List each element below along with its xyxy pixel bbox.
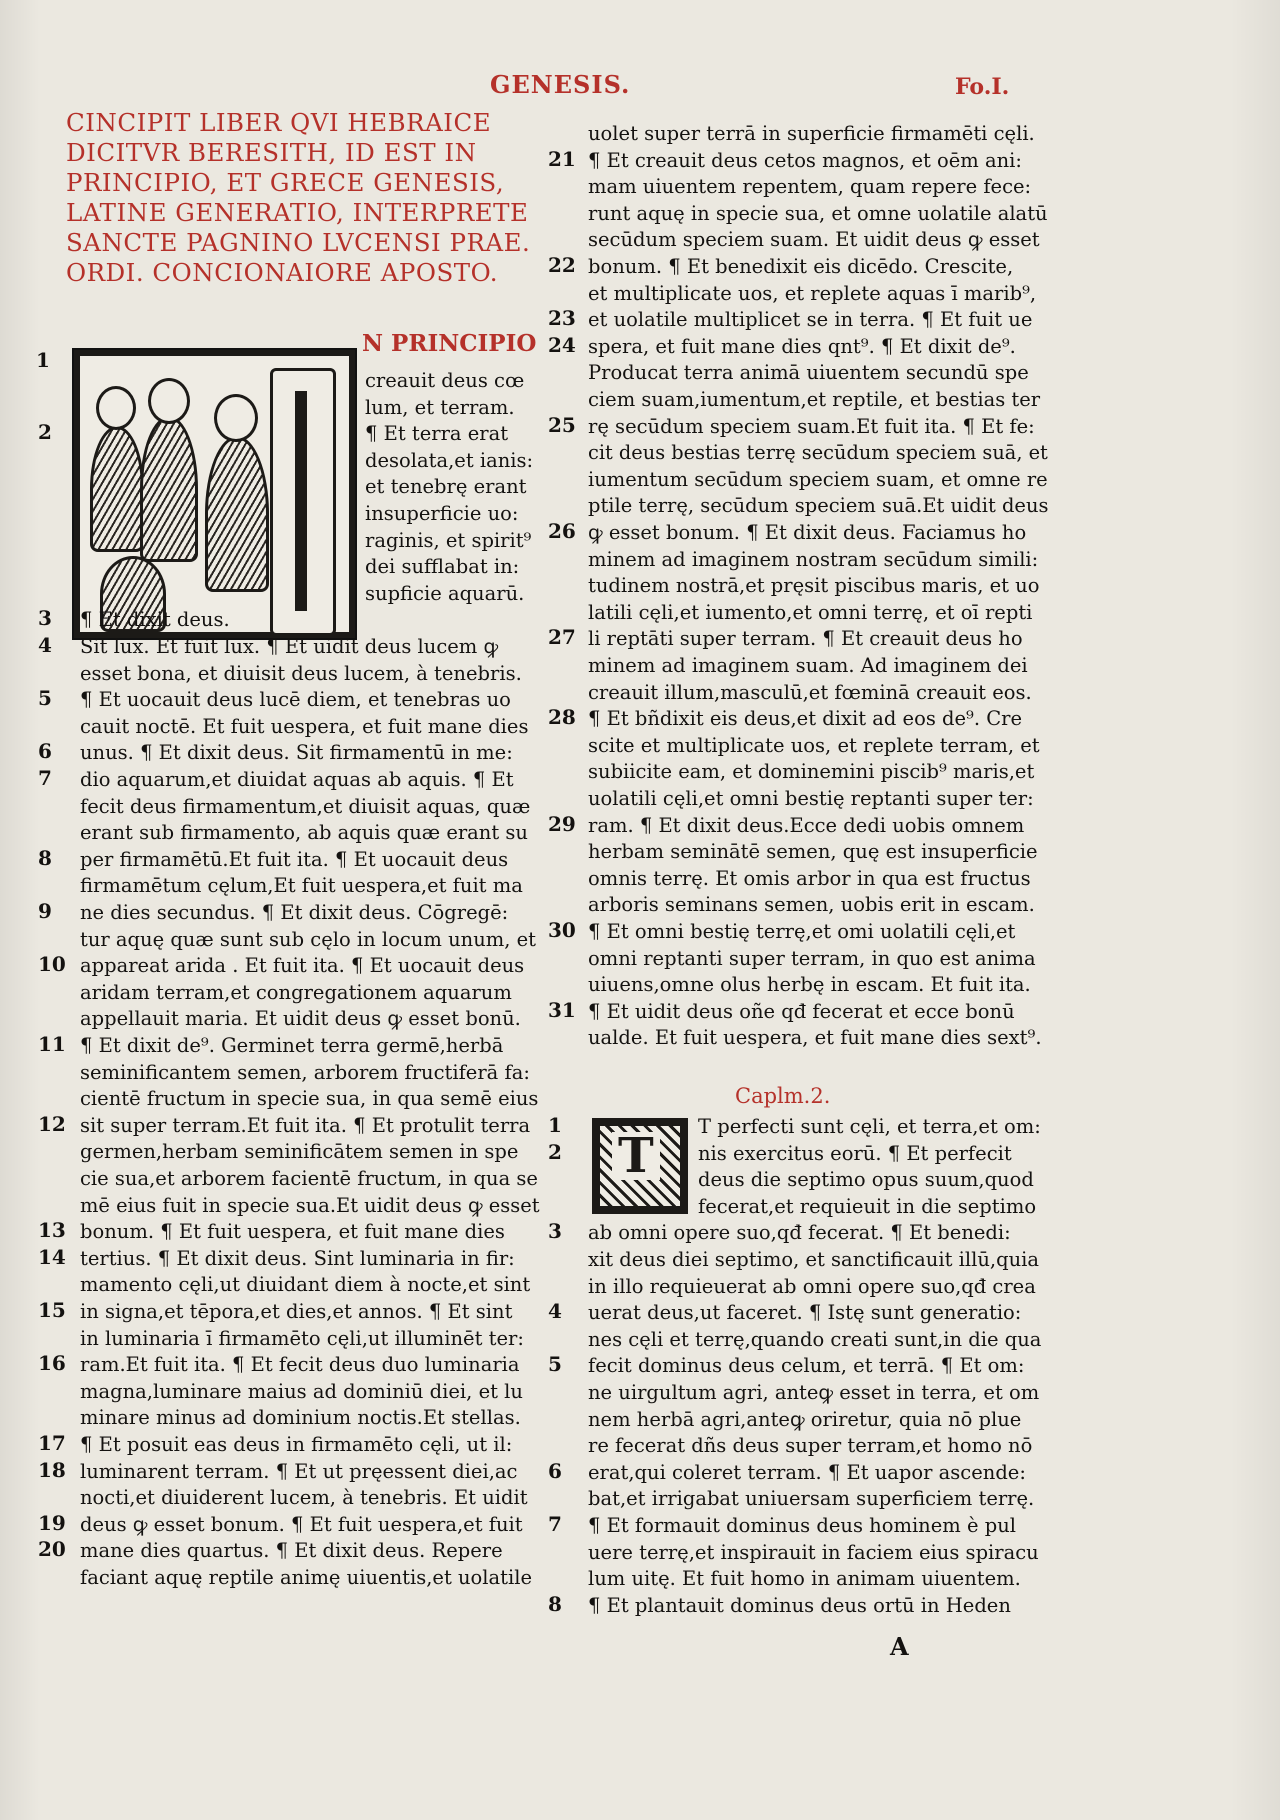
text-line: nem herbā agri,anteꝙ oriretur, quia nō plue [588, 1407, 1022, 1431]
text-line: iumentum secūdum speciem suam, et omne re [588, 467, 1048, 491]
text-line: arboris seminans semen, uobis erit in escam. [588, 893, 1035, 917]
verse-number: 1 [548, 1113, 562, 1137]
heading-line: CINCIPIT LIBER QVI HEBRAICE [66, 108, 492, 137]
text-line: seminificantem semen, arborem fructiferā fa: [80, 1060, 530, 1084]
text-line: omni reptanti super terram, in quo est anima [588, 946, 1036, 970]
text-line: T perfecti sunt cęli, et terra,et om: [698, 1115, 1041, 1138]
text-line: omnis terrę. Et omis arbor in qua est fructus [588, 866, 1031, 890]
signature-mark: A [890, 1632, 909, 1661]
text-line: ¶ Et posuit eas deus in firmamēto cęli, ut il: [80, 1433, 513, 1456]
text-line: in illo requieuerat ab omni opere suo,qđ crea [588, 1274, 1036, 1298]
text-line: ualde. Et fuit uespera, et fuit mane dies sext⁹. [588, 1026, 1042, 1050]
text-line: tudinem nostrā,et pręsit piscibus maris, et uo [588, 574, 1040, 598]
text-line: ¶ Et creauit deus cetos magnos, et oēm ani: [588, 148, 1022, 172]
woodcut-figure-head [214, 394, 258, 442]
text-line: mamento cęli,ut diuidant diem à nocte,et sint [80, 1273, 531, 1297]
verse-number: 14 [38, 1244, 66, 1269]
text-line: ¶ Et omni bestię terrę,et omi uolatili cęli,et [588, 920, 1016, 943]
text-line: rę secūdum speciem suam.Et fuit ita. ¶ Et fe: [588, 414, 1035, 438]
text-line: uolatili cęli,et omni bestię reptanti super ter: [588, 787, 1034, 810]
text-line: ciem suam,iumentum,et reptile, et bestias ter [588, 388, 1041, 411]
verse-number: 16 [38, 1351, 66, 1376]
heading-line: ORDI. CONCIONAIORE APOSTO. [66, 258, 499, 287]
verse-number: 5 [548, 1352, 562, 1377]
verse-number: 30 [548, 918, 576, 942]
text-line: ꝙ esset bonum. ¶ Et dixit deus. Faciamus ho [588, 521, 1027, 544]
verse-number: 12 [38, 1111, 66, 1136]
woodcut-figure-head [96, 386, 136, 430]
text-line: re fecerat dñs deus super terram,et homo nō [588, 1434, 1033, 1458]
text-line: uere terrę,et inspirauit in faciem eius spiracu [588, 1540, 1039, 1564]
text-line: dio aquarum,et diuidat aquas ab aquis. ¶ Et [80, 768, 514, 791]
verse-number: 26 [548, 519, 576, 543]
verse-number: 9 [38, 899, 52, 923]
text-line: ¶ Et plantauit dominus deus ortū in Heden [588, 1593, 1011, 1617]
woodcut-figure [140, 416, 198, 562]
text-line: raginis, et spirit⁹ [365, 528, 532, 552]
verse-number: 24 [548, 332, 576, 357]
text-line: ne uirgultum agri, anteꝙ esset in terra, et om [588, 1381, 1040, 1404]
text-line: unus. ¶ Et dixit deus. Sit firmamentū in me: [80, 741, 513, 765]
incipit-words: N PRINCIPIO [362, 330, 537, 357]
text-line: ¶ Et formauit dominus deus hominem è pul [588, 1514, 1016, 1537]
verse-number: 6 [548, 1458, 562, 1483]
text-line: et uolatile multiplicet se in terra. ¶ Et fuit ue [588, 308, 1033, 332]
text-line: secūdum speciem suam. Et uidit deus ꝙ esset [588, 228, 1040, 252]
verse-number: 4 [548, 1299, 562, 1324]
verse-number: 19 [38, 1510, 66, 1535]
text-line: creauit illum,masculū,et fœminā creauit eos. [588, 680, 1032, 704]
initial-letter-i [270, 368, 336, 636]
text-line: aridam terram,et congregationem aquarum [80, 980, 512, 1004]
text-line: lum, et terram. [365, 395, 515, 419]
text-line: et tenebrę erant [365, 475, 527, 499]
text-line: ¶ Et bñdixit eis deus,et dixit ad eos de⁹. Cre [588, 707, 1023, 731]
text-line: xit deus diei septimo, et sanctificauit illū,quia [588, 1248, 1039, 1271]
text-line: li reptāti super terram. ¶ Et creauit deus ho [588, 627, 1023, 651]
text-line: minem ad imaginem suam. Ad imaginem dei [588, 654, 1028, 677]
text-line: minem ad imaginem nostram secūdum simili: [588, 547, 1039, 571]
text-line: in signa,et tēpora,et dies,et annos. ¶ Et sint [80, 1300, 513, 1323]
text-line: cientē fructum in specie sua, in qua semē eius [80, 1087, 539, 1111]
text-line: luminarent terram. ¶ Et ut pręessent diei,ac [80, 1459, 518, 1483]
text-line: spera, et fuit mane dies qnt⁹. ¶ Et dixit de⁹. [588, 334, 1016, 358]
text-line: tur aquę quæ sunt sub cęlo in locum unum, et [80, 927, 537, 951]
verse-number: 29 [548, 811, 576, 836]
text-line: appareat arida . Et fuit ita. ¶ Et uocauit deus [80, 954, 525, 978]
text-line: ¶ Et uidit deus oñe qđ fecerat et ecce bonū [588, 999, 1015, 1023]
verse-number: 18 [38, 1457, 66, 1482]
verse-number: 2 [38, 420, 52, 445]
heading-line: DICITVR BERESITH, ID EST IN [66, 138, 477, 167]
text-line: ab omni opere suo,qđ fecerat. ¶ Et benedi: [588, 1221, 1011, 1245]
text-line: firmamētum cęlum,Et fuit uespera,et fuit ma [80, 874, 523, 898]
text-line: magna,luminare maius ad dominiū diei, et lu [80, 1379, 523, 1403]
text-line: runt aquę in specie sua, et omne uolatile alatū [588, 201, 1048, 225]
verse-number: 8 [38, 845, 52, 870]
text-line: erat,qui coleret terram. ¶ Et uapor ascende: [588, 1460, 1026, 1484]
text-line: faciant aquę reptile animę uiuentis,et uolatile [80, 1566, 532, 1589]
text-line: nocti,et diuiderent lucem, à tenebris. Et uidit [80, 1486, 528, 1510]
text-line: Sit lux. Et fuit lux. ¶ Et uidit deus lucem ꝙ [80, 635, 499, 658]
verse-number: 27 [548, 625, 576, 650]
text-line: erant sub firmamento, ab aquis quæ erant su [80, 821, 528, 845]
verse-number: 20 [38, 1537, 66, 1562]
woodcut-scene [80, 356, 349, 632]
text-line: subiicite eam, et dominemini piscib⁹ maris,et [588, 760, 1035, 784]
text-line: esset bona, et diuisit deus lucem, à tenebris. [80, 661, 522, 685]
text-line: Producat terra animā uiuentem secundū spe [588, 361, 1029, 385]
text-line: tertius. ¶ Et dixit deus. Sint luminaria in fir: [80, 1246, 515, 1270]
text-line: deus die septimo opus suum,quod [698, 1168, 1034, 1192]
initial-letter-t-icon: T [612, 1132, 660, 1180]
woodcut-figure-head [148, 378, 190, 424]
text-line: ram. ¶ Et dixit deus.Ecce dedi uobis omnem [588, 813, 1025, 837]
verse-number: 25 [548, 412, 576, 437]
text-line: nis exercitus eorū. ¶ Et perfecit [698, 1141, 1012, 1165]
folio-number: Fo.I. [955, 74, 1010, 100]
text-line: uiuens,omne olus herbę in escam. Et fuit ita. [588, 973, 1031, 997]
verse-number: 15 [38, 1298, 66, 1322]
text-line: dei sufflabat in: [365, 555, 520, 579]
verse-number: 13 [38, 1218, 66, 1243]
woodcut-initial-t [592, 1118, 688, 1214]
text-line: ¶ Et terra erat [365, 422, 509, 446]
verse-number: 17 [38, 1431, 66, 1455]
text-line: germen,herbam seminificātem semen in spe [80, 1140, 519, 1164]
text-line: deus ꝙ esset bonum. ¶ Et fuit uespera,et fuit [80, 1512, 523, 1536]
text-line: uerat deus,ut faceret. ¶ Istę sunt generatio: [588, 1301, 1022, 1325]
text-line: per firmamētū.Et fuit ita. ¶ Et uocauit deus [80, 847, 509, 871]
heading-line: SANCTE PAGNINO LVCENSI PRAE. [66, 228, 531, 257]
text-line: uolet super terrā in superficie firmamēti cęli. [588, 122, 1035, 145]
text-line: cie sua,et arborem facientē fructum, in qua se [80, 1167, 538, 1190]
text-line: scite et multiplicate uos, et replete terram, et [588, 733, 1040, 757]
heading-line: LATINE GENERATIO, INTERPRETE [66, 198, 529, 227]
text-line: ptile terrę, secūdum speciem suā.Et uidit deus [588, 494, 1049, 518]
text-line: herbam seminātē semen, quę est insuperficie [588, 840, 1038, 864]
text-line: fecerat,et requieuit in die septimo [698, 1194, 1037, 1218]
verse-number: 1 [36, 348, 50, 372]
text-line: bonum. ¶ Et benedixit eis dicēdo. Crescite, [588, 255, 1014, 278]
text-line: sit super terram.Et fuit ita. ¶ Et protulit terra [80, 1113, 531, 1137]
text-line: cit deus bestias terrę secūdum speciem suā, et [588, 441, 1048, 465]
chapter-heading: Caplm.2. [735, 1084, 831, 1108]
woodcut-figure [205, 436, 269, 592]
verse-number: 23 [548, 306, 576, 331]
running-head: GENESIS. [490, 70, 631, 99]
verse-number: 3 [548, 1219, 562, 1244]
verse-number: 7 [548, 1512, 562, 1536]
text-line: desolata,et ianis: [365, 448, 534, 472]
text-line: et multiplicate uos, et replete aquas ī marib⁹, [588, 281, 1037, 305]
text-line: appellauit maria. Et uidit deus ꝙ esset bonū. [80, 1007, 521, 1031]
text-line: ¶ Et dixit de⁹. Germinet terra germē,herbā [80, 1034, 504, 1057]
text-line: bonum. ¶ Et fuit uespera, et fuit mane dies [80, 1220, 505, 1244]
text-line: fecit deus firmamentum,et diuisit aquas, quæ [80, 794, 531, 818]
woodcut-initial-i [72, 348, 357, 640]
text-line: ¶ Et dixit deus. [80, 608, 230, 632]
verse-number: 28 [548, 705, 576, 730]
text-line: lum uitę. Et fuit homo in animam uiuentem. [588, 1567, 1021, 1591]
verse-number: 22 [548, 253, 576, 277]
text-line: insuperficie uo: [365, 502, 519, 525]
verse-number: 5 [38, 686, 52, 711]
text-line: fecit dominus deus celum, et terrā. ¶ Et om: [588, 1354, 1025, 1378]
text-line: minare minus ad dominium noctis.Et stellas. [80, 1406, 521, 1430]
verse-number: 6 [38, 739, 52, 764]
verse-number: 31 [548, 997, 576, 1022]
text-line: creauit deus cœ [365, 369, 525, 392]
text-line: ne dies secundus. ¶ Et dixit deus. Cōgregē: [80, 901, 509, 924]
incipit-heading [66, 108, 536, 288]
text-line: supficie aquarū. [365, 581, 525, 605]
text-line: cauit noctē. Et fuit uespera, et fuit mane dies [80, 714, 529, 738]
verse-number: 3 [38, 606, 52, 631]
verse-number: 4 [38, 633, 52, 657]
heading-line: PRINCIPIO, ET GRECE GENESIS, [66, 168, 505, 197]
verse-number: 2 [548, 1139, 562, 1164]
text-line: nes cęli et terrę,quando creati sunt,in die qua [588, 1327, 1042, 1351]
verse-number: 11 [38, 1032, 66, 1056]
text-line: latili cęli,et iumento,et omni terrę, et oī repti [588, 600, 1033, 624]
text-line: mane dies quartus. ¶ Et dixit deus. Repere [80, 1539, 503, 1563]
text-line: mē eius fuit in specie sua.Et uidit deus ꝙ esset [80, 1193, 540, 1217]
text-line: bat,et irrigabat uniuersam superficiem terrę. [588, 1487, 1035, 1511]
verse-number: 8 [548, 1591, 562, 1616]
verse-number: 7 [38, 766, 52, 790]
text-line: ram.Et fuit ita. ¶ Et fecit deus duo luminaria [80, 1353, 520, 1377]
verse-number: 21 [548, 146, 576, 171]
verse-number: 10 [38, 952, 66, 977]
text-line: ¶ Et uocauit deus lucē diem, et tenebras uo [80, 688, 511, 712]
woodcut-figure [90, 426, 144, 552]
text-line: in luminaria ī firmamēto cęli,ut illuminēt ter: [80, 1326, 524, 1350]
text-line: mam uiuentem repentem, quam repere fece: [588, 175, 1032, 199]
